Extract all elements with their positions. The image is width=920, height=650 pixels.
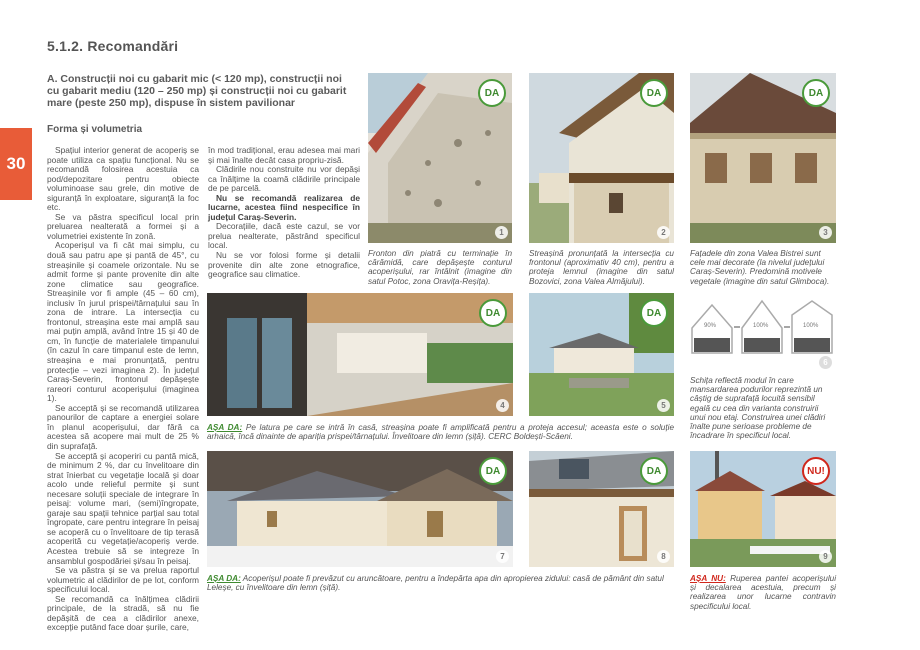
photo-3	[690, 73, 836, 243]
subheading: Forma și volumetria	[47, 124, 143, 135]
paragraph: Acoperișul va fi cât mai simplu, cu două sau patru ape și pantă de 45°, cu streașinile și coamele orizontale. Nu se admit forme și pante provenite din alte zone climatice sau geografice. Streașinile vor fi ample (45 – 60 cm), inclusiv în jurul prispei/târnațului sau în zona de intrare. La intersecția cu frontonul, streașina este mai amplă sau mai puțin amplă, având între 15 și 40 de cm, în funcție de materialele timpanului (în cazul în care timpanul este de lemn, streașina e mai pronunțată, pentru protecție – vezi imaginea 2). În județul Caraș-Severin, frontonul depășește rareori conturul acoperișului (imaginea 1).	[47, 240, 199, 404]
photo-number: 2	[657, 226, 670, 239]
paragraph-bold	[208, 194, 360, 223]
photo-1	[368, 73, 512, 243]
photo-8	[529, 451, 674, 567]
caption-photo-9	[690, 574, 836, 611]
bold-text: Nu se recomandă realizarea de lucarne, acestea fiind nespecifice în județul Caraș-Severin.	[208, 192, 360, 222]
page-number-tab: 30	[0, 128, 32, 200]
caption-lead: AȘA DA:	[207, 574, 241, 583]
paragraph: Se va păstra specificul local prin preluarea nealterată a formei și a volumetriei existente în zonă.	[47, 211, 199, 241]
paragraph: Decorațiile, dacă este cazul, se vor prelua nealterate, păstrând specificul local.	[208, 221, 360, 251]
approval-badge: DA	[479, 299, 507, 327]
photo-5	[529, 293, 674, 416]
paragraph: în mod tradițional, erau adesea mai mari și mai înalte decât casa propriu-zisă.	[208, 145, 360, 165]
diagram-label: 100%	[803, 323, 819, 329]
caption-photo-3: Fațadele din zona Valea Bistrei sunt cele mai decorate (la nivelul județului Caraș-Severin). Predomină motivele vegetale (imagine din satul Glimboca).	[690, 249, 830, 286]
paragraph: Se recomandă ca înălțimea clădirii principale, de la stradă, să nu fie depășită de cea a clădirilor anexe, excepție putând face doar șurile, care,	[47, 593, 199, 633]
approval-badge: DA	[478, 79, 506, 107]
photo-number: 1	[495, 226, 508, 239]
photo-4	[207, 293, 513, 416]
photo-number: 5	[657, 399, 670, 412]
caption-lead: AȘA NU:	[690, 574, 726, 583]
paragraph: Se acceptă și se recomandă utilizarea panourilor de captare a energiei solare în planul acoperișului, dar fără ca acestea să acopere mai mult de 25 % din suprafață.	[47, 402, 199, 451]
diagram-label: 90%	[704, 323, 717, 329]
caption-photos-4-5	[207, 423, 674, 441]
caption-text: Acoperișul poate fi prevăzut cu aruncătoare, pentru a îndepărta apa din apropierea zidului: casă de pământ din satul Leleșe, cu învelitoare din lemn (șiță).	[207, 574, 664, 593]
approval-badge: DA	[802, 79, 830, 107]
paragraph: Se acceptă și acoperiri cu pantă mică, de minimum 2 %, dar cu învelitoare din strat înierbat cu vegetație locală și doar acolo unde relieful permite și sunt necesare soluții speciale de integrare în peisaj: volume mari, (semi)îngropate, garaje sau spații tehnice parțial sau total îngropate, care pentru integrare în peisaj se acoperă cu o învelitoare de tip terasă acoperită cu vegetație/acoperiș verde. Acestea trebuie să se integreze în ansamblul gospodăriei și/sau în peisaj.	[47, 450, 199, 566]
photo-number: 4	[496, 399, 509, 412]
approval-badge: DA	[640, 457, 668, 485]
paragraph: Se va păstra și se va prelua raportul volumetric al clădirilor de pe lot, conform specificului local.	[47, 565, 199, 595]
rejection-badge: NU!	[802, 457, 830, 485]
photo-2	[529, 73, 674, 243]
caption-photos-7-8	[207, 574, 674, 592]
caption-photo-2: Streașină pronunțată la intersecția cu frontonul (aproximativ 40 cm), pentru a proteja lemnul (imagine din satul Bozovici, zona Valea Almăjului).	[529, 249, 674, 286]
caption-photo-1: Fronton din piatră cu terminație în cărămidă, care depășește conturul acoperișului, rar întâlnit (imagine din satul Potoc, zona Oravița-Reșița).	[368, 249, 512, 286]
photo-number: 6	[819, 356, 832, 369]
paragraph: Spațiul interior generat de acoperiș se poate utiliza ca spațiu funcțional. Nu se recomandă folosirea acestuia ca pod/depozitare pentru obiecte voluminoase sau grele, din motive de siguranță în exploatare, siguranță la foc etc.	[47, 145, 199, 213]
approval-badge: DA	[640, 79, 668, 107]
photo-9	[690, 451, 836, 567]
approval-badge: DA	[479, 457, 507, 485]
paragraph: Nu se vor folosi forme și detalii provenite din alte zone etnografice, geografice sau climatice.	[208, 250, 360, 280]
approval-badge: DA	[640, 299, 668, 327]
section-title: 5.1.2. Recomandări	[47, 38, 179, 54]
diagram-label: 100%	[753, 323, 769, 329]
caption-lead: AȘA DA:	[207, 423, 243, 432]
photo-7	[207, 451, 513, 567]
paragraph: Clădirile nou construite nu vor depăși ca înălțime la coamă clădirile principale de pe parcelă.	[208, 164, 360, 194]
text-column-2	[208, 146, 360, 280]
photo-number: 8	[657, 550, 670, 563]
caption-text: Pe latura pe care se intră în casă, streașina poate fi amplificată pentru a proteja accesul; aceasta este o soluție arhaică, încă dinainte de apariția prispei/târnațului. Învelitoare din lemn (șiță). CERC Boldești-Scăeni.	[207, 423, 674, 442]
photo-number: 9	[819, 550, 832, 563]
caption-diagram: Schița reflectă modul în care mansardarea podurilor reprezintă un câștig de suprafață locuită sensibil egală cu cea din varianta construirii unui nou etaj. Construirea unei clădiri înalte pune serioase probleme de încadrare în specificul local.	[690, 376, 826, 441]
caption-text: Ruperea pantei acoperișului și decalarea acestuia, precum și realizarea unor lucarne contravin specificului local.	[690, 574, 837, 611]
text-column-1	[47, 146, 199, 633]
roof-diagram	[690, 293, 836, 373]
photo-number: 7	[496, 550, 509, 563]
photo-number: 3	[819, 226, 832, 239]
subtitle: A. Construcții noi cu gabarit mic (< 120 mp), construcții noi cu gabarit mediu (120 – 250 mp) și construcții noi cu gabarit mare (peste 250 mp), dispuse în sistem pavilionar	[47, 73, 347, 109]
